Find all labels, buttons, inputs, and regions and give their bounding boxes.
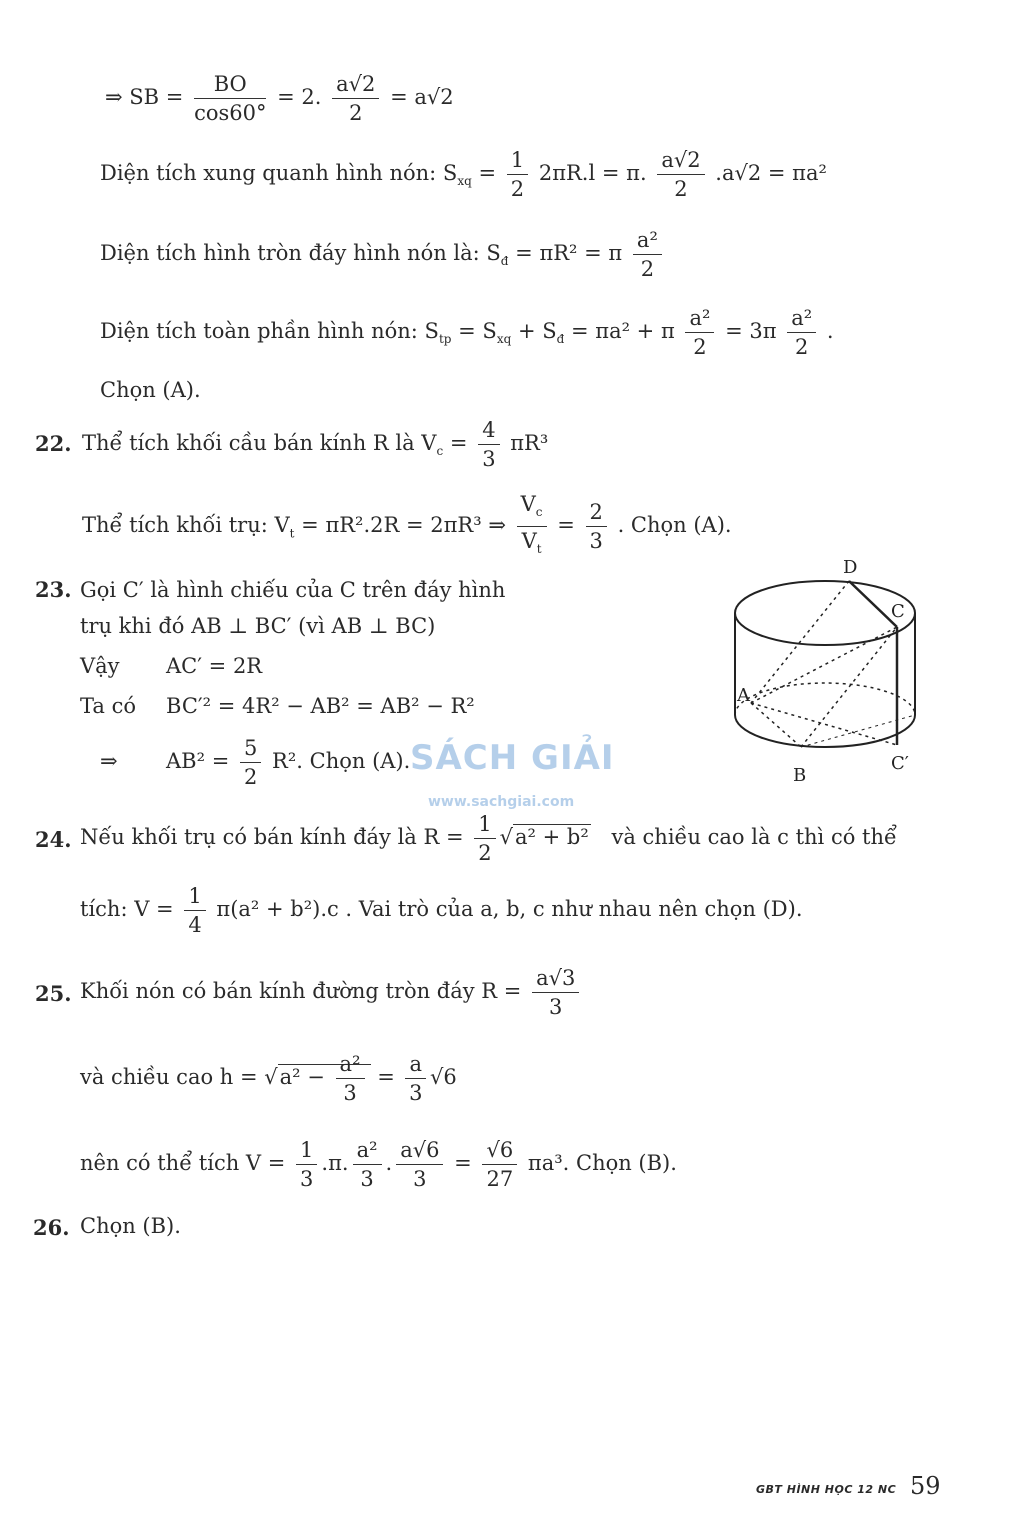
book-title: GBT HÌNH HỌC 12 NC (756, 1483, 897, 1496)
label-d: D (843, 557, 858, 578)
total-area-line: Diện tích toàn phần hình nón: $S_{tp} = S_{xq} + S_đ = \pi a^2 + \pi$ $\frac{\text{a²}}{2}$ = 3π $\frac{\text{a²}}{2}$ . (100, 306, 834, 359)
cylinder-figure (725, 555, 955, 795)
q23-line-5: ⇒ AB² = $\frac{5}{2}$ R². Chọn (A). (100, 736, 411, 789)
q24-line-1: Nếu khối trụ có bán kính đáy là R = $\frac{1}{2}$ √a² + b² và chiều cao là c thì có thể (80, 812, 897, 865)
q22-sphere-volume: Thể tích khối cầu bán kính R là $V_c$ = $\frac{4}{3}$ πR³ (82, 418, 549, 471)
q25-line-2: và chiều cao h = √a² − $\frac{\text{a²}}{3}$ = $\frac{a}{3}$ √6 (80, 1052, 457, 1105)
q23-line-1: Gọi C′ là hình chiếu của C trên đáy hình (80, 578, 506, 602)
label-b: B (793, 765, 807, 786)
q22-cylinder-volume: Thể tích khối trụ: $V_t = \pi R^2.2R = 2\pi R^3$ ⇒ $\frac{V_c}{V_t}$ = $\frac{2}{3}$ . Chọn (A). (82, 492, 732, 557)
q23-line-2: trụ khi đó AB ⊥ BC′ (vì AB ⊥ BC) (80, 614, 436, 638)
label-c-prime: C′ (891, 753, 909, 774)
watermark-logo (410, 718, 620, 818)
q24-line-2: tích: V = $\frac{1}{4}$ π(a² + b²).c . Vai trò của a, b, c như nhau nên chọn (D). (80, 884, 803, 937)
q23-line-4: Ta có BC′² = 4R² − AB² = AB² − R² (80, 694, 475, 718)
answer-21: Chọn (A). (100, 378, 201, 402)
q23-line-3: Vậy AC′ = 2R (80, 654, 263, 678)
question-number-24: 24. (35, 827, 72, 852)
label-a: A (737, 685, 750, 706)
base-area-line: Diện tích hình tròn đáy hình nón là: $S_đ = \pi R^2 = \pi$ $\frac{\text{a²}}{2}$ (100, 228, 666, 281)
question-number-26: 26. (33, 1215, 70, 1240)
page-number: 59 (910, 1472, 941, 1500)
watermark-url: www.sachgiai.com (428, 794, 575, 810)
q25-line-3: nên có thể tích V = $\frac{1}{3}$ .π. $\frac{\text{a²}}{3}$ . $\frac{a√6}{3}$ = $\frac{√6}{27}$ πa³. Chọn (B). (80, 1138, 677, 1191)
question-number-25: 25. (35, 981, 72, 1006)
watermark-brand: SÁCH GIẢI (410, 738, 615, 778)
lateral-area-line: Diện tích xung quanh hình nón: $S_{xq}$ = $\frac{1}{2}$ 2πR.l = π. $\frac{a√2}{2}$ .a√2 = πa² (100, 148, 827, 201)
q26-answer: Chọn (B). (80, 1214, 181, 1238)
q25-line-1: Khối nón có bán kính đường tròn đáy R = $\frac{a√3}{3}$ (80, 966, 583, 1019)
label-c: C (891, 601, 905, 622)
question-number-22: 22. (35, 431, 72, 456)
sb-equation: ⇒ SB = $\frac{BO}{\cos 60^\circ}$ = 2. $\frac{a√2}{2}$ = a√2 (105, 72, 454, 125)
question-number-23: 23. (35, 577, 72, 602)
